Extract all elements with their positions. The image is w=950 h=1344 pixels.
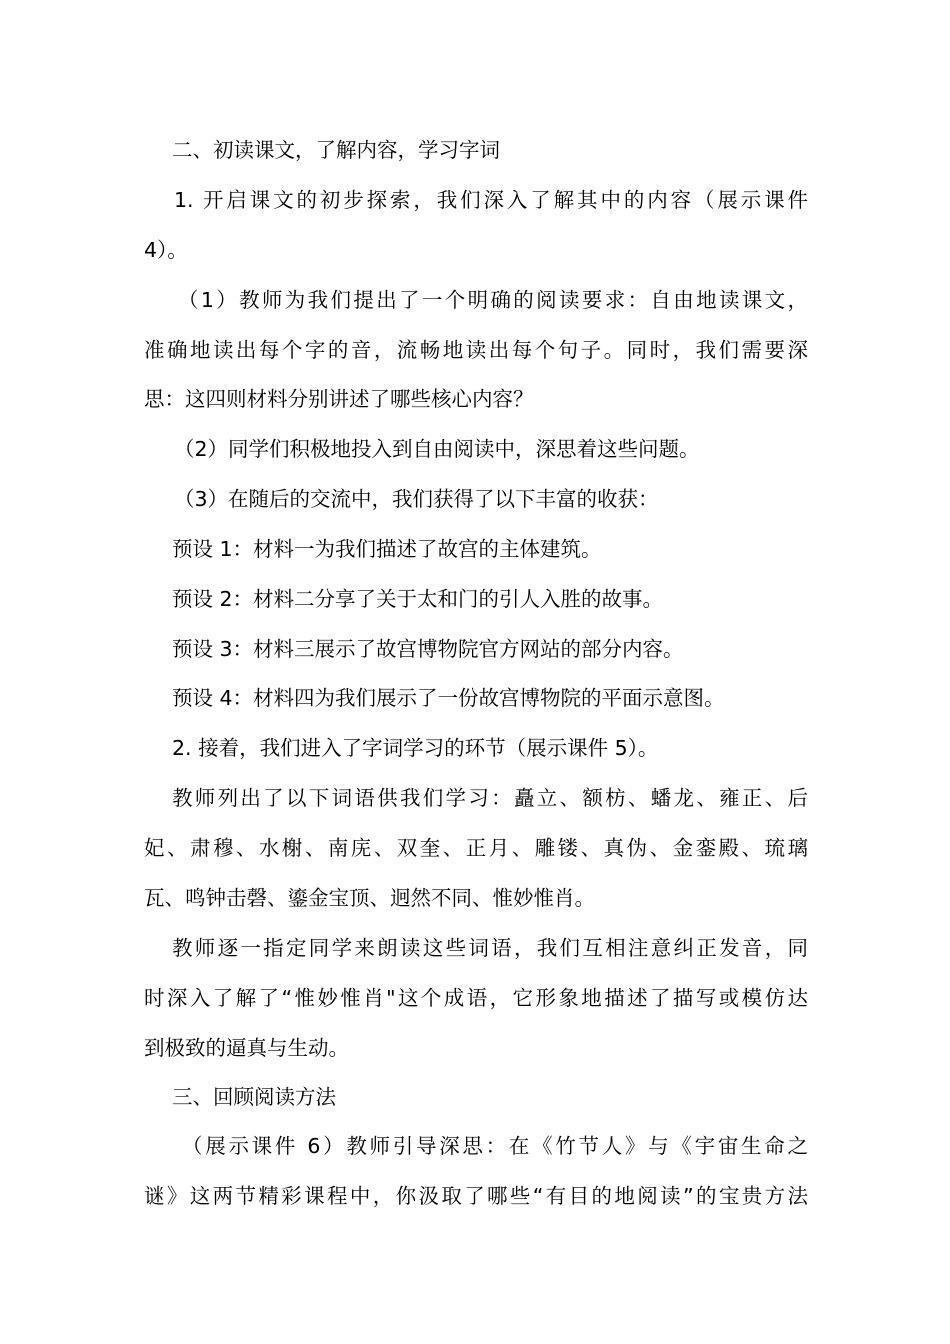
preset-item: 预设 2：材料二分享了关于太和门的引人入胜的故事。	[172, 587, 664, 611]
section-heading-3: 三、回顾阅读方法	[172, 1085, 336, 1109]
preset-item: 预设 3：材料三展示了故宫博物院官方网站的部分内容。	[172, 637, 684, 661]
paragraph-line: （2）同学们积极地投入到自由阅读中，深思着这些问题。	[174, 437, 700, 461]
paragraph-line: （展示课件 6）教师引导深思：在《竹节人》与《宇宙生命之	[182, 1134, 808, 1158]
paragraph-line: （3）在随后的交流中，我们获得了以下丰富的收获：	[174, 487, 659, 511]
paragraph-line: 谜》这两节精彩课程中，你汲取了哪些“有目的地阅读”的宝贵方法	[144, 1184, 808, 1208]
paragraph-line: 瓦、鸣钟击磬、鎏金宝顶、迥然不同、惟妙惟肖。	[144, 886, 595, 910]
paragraph-line: 时深入了解了“惟妙惟肖"这个成语，它形象地描述了描写或模仿达	[144, 986, 808, 1010]
paragraph-line: 教师逐一指定同学来朗读这些词语，我们互相注意纠正发音，同	[172, 936, 808, 960]
paragraph-line: （1）教师为我们提出了一个明确的阅读要求：自由地读课文，	[178, 288, 808, 312]
paragraph-line: 准确地读出每个字的音，流畅地读出每个句子。同时，我们需要深	[144, 338, 808, 362]
paragraph-line: 2. 接着，我们进入了字词学习的环节（展示课件 5）。	[172, 736, 659, 760]
paragraph-line: 思：这四则材料分别讲述了哪些核心内容？	[144, 387, 534, 411]
paragraph-line: 1. 开启课文的初步探索，我们深入了解其中的内容（展示课件	[174, 188, 808, 212]
paragraph-line: 妃、肃穆、水榭、南庑、双奎、正月、雕镂、真伪、金銮殿、琉璃	[144, 836, 808, 860]
section-heading-2: 二、初读课文，了解内容，学习字词	[172, 138, 500, 162]
paragraph-line: 到极致的逼真与生动。	[144, 1036, 349, 1060]
preset-item: 预设 1：材料一为我们描述了故宫的主体建筑。	[172, 537, 602, 561]
paragraph-line: 4）。	[144, 238, 188, 262]
paragraph-line: 教师列出了以下词语供我们学习：矗立、额枋、蟠龙、雍正、后	[172, 786, 808, 810]
preset-item: 预设 4：材料四为我们展示了一份故宫博物院的平面示意图。	[172, 686, 725, 710]
